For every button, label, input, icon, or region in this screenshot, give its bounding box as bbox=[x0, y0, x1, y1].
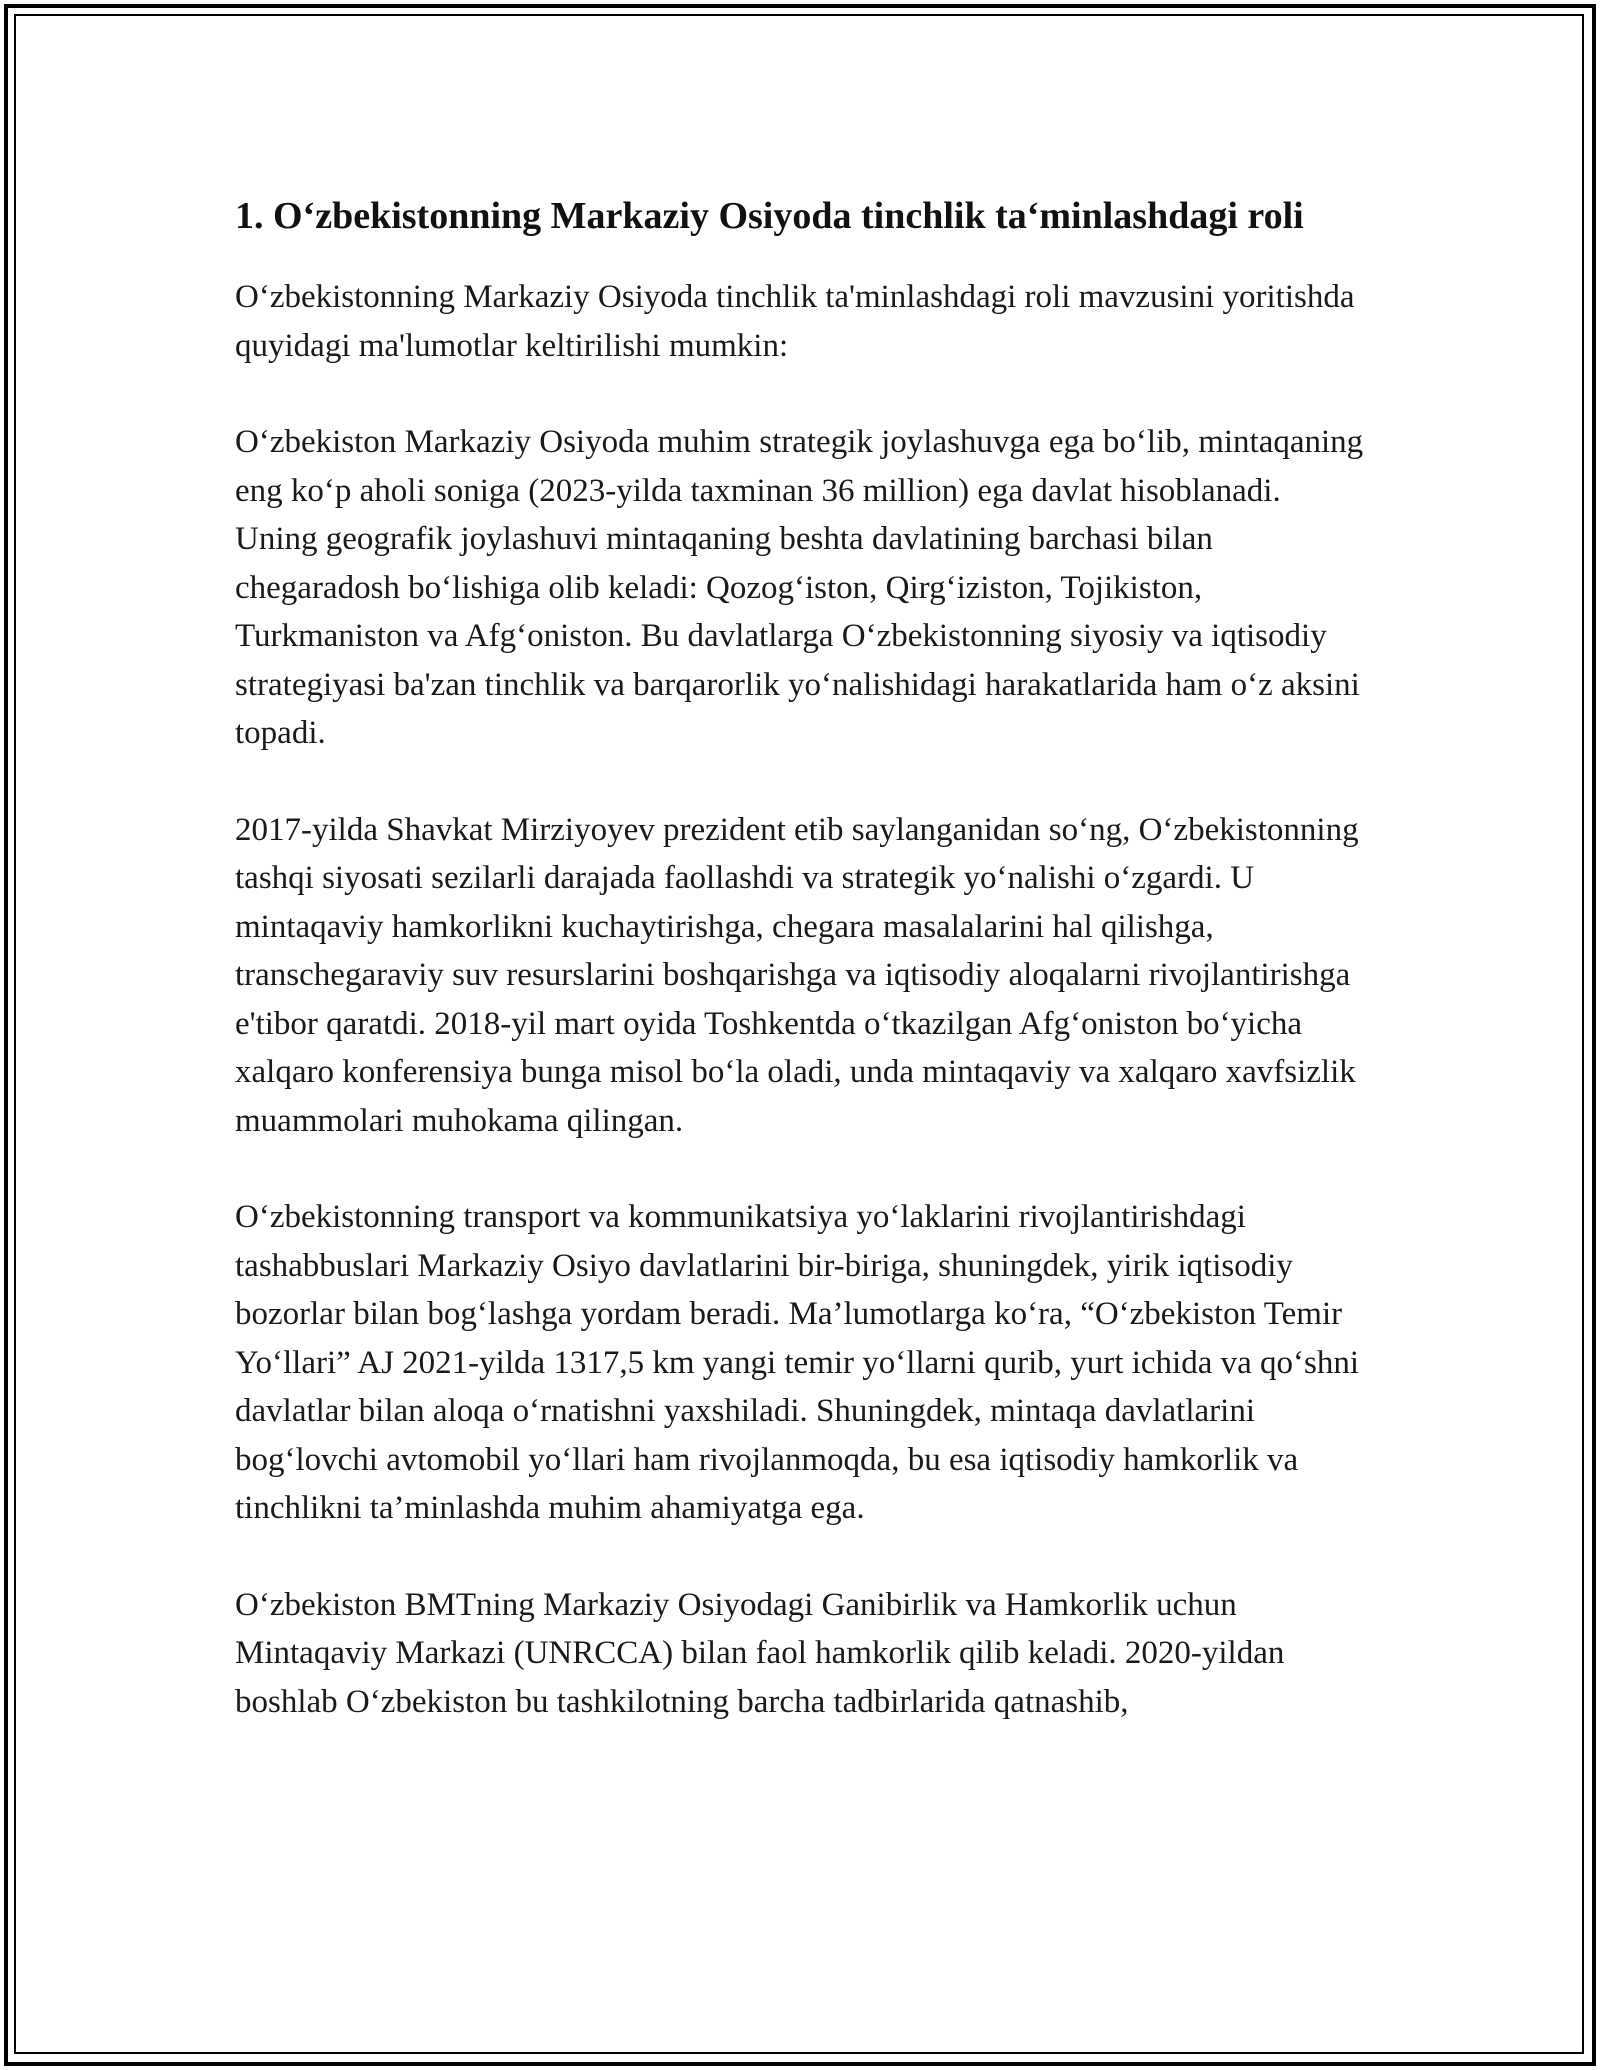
section-heading: 1. O‘zbekistonning Markaziy Osiyoda tinchlik ta‘minlashdagi roli bbox=[235, 195, 1304, 237]
paragraph-transport: O‘zbekistonning transport va kommunikatsiya yo‘laklarini rivojlantirishdagi tashabbuslari Markaziy Osiyo davlatlarini bir-biriga, shuningdek, yirik iqtisodiy bozorlar bilan bog‘lashga yordam beradi. Ma’lumotlarga ko‘ra, “O‘zbekiston Temir Yo‘llari” AJ 2021-yilda 1317,5 km yangi temir yo‘llarni qurib, yurt ichida va qo‘shni davlatlar bilan aloqa o‘rnatishni yaxshiladi. Shuningdek, mintaqa davlatlarini bog‘lovchi avtomobil yo‘llari ham rivojlanmoqda, bu esa iqtisodiy hamkorlik va tinchlikni ta’minlashda muhim ahamiyatga ega. bbox=[235, 1199, 1359, 1526]
document-body bbox=[235, 190, 1365, 1774]
paragraph-intro: O‘zbekistonning Markaziy Osiyoda tinchlik ta'minlashdagi roli mavzusini yoritishda quyidagi ma'lumotlar keltirilishi mumkin: bbox=[235, 279, 1355, 364]
paragraph-foreign-policy: 2017-yilda Shavkat Mirziyoyev prezident etib saylanganidan so‘ng, O‘zbekistonning tashqi siyosati sezilarli darajada faollashdi va strategik yo‘nalishi o‘zgardi. U mintaqaviy hamkorlikni kuchaytirishga, chegara masalalarini hal qilishga, transchegaraviy suv resurslarini boshqarishga va iqtisodiy aloqalarni rivojlantirishga e'tibor qaratdi. 2018-yil mart oyida Toshkentda o‘tkazilgan Afg‘oniston bo‘yicha xalqaro konferensiya bunga misol bo‘la oladi, unda mintaqaviy va xalqaro xavfsizlik muammolari muhokama qilingan. bbox=[235, 811, 1359, 1139]
paragraph-unrcca: O‘zbekiston BMTning Markaziy Osiyodagi Ganibirlik va Hamkorlik uchun Mintaqaviy Markazi (UNRCCA) bilan faol hamkorlik qilib keladi. 2020-yildan boshlab O‘zbekiston bu tashkilotning barcha tadbirlarida qatnashib, bbox=[235, 1586, 1285, 1720]
paragraph-geography: O‘zbekiston Markaziy Osiyoda muhim strategik joylashuvga ega bo‘lib, mintaqaning eng ko‘p aholi soniga (2023-yilda taxminan 36 million) ega davlat hisoblanadi. Uning geografik joylashuvi mintaqaning beshta davlatining barchasi bilan chegaradosh bo‘lishiga olib keladi: Qozog‘iston, Qirg‘iziston, Tojikiston, Turkmaniston va Afg‘oniston. Bu davlatlarga O‘zbekistonning siyosiy va iqtisodiy strategiyasi ba'zan tinchlik va barqarorlik yo‘nalishidagi harakatlarida ham o‘z aksini topadi. bbox=[235, 424, 1364, 751]
